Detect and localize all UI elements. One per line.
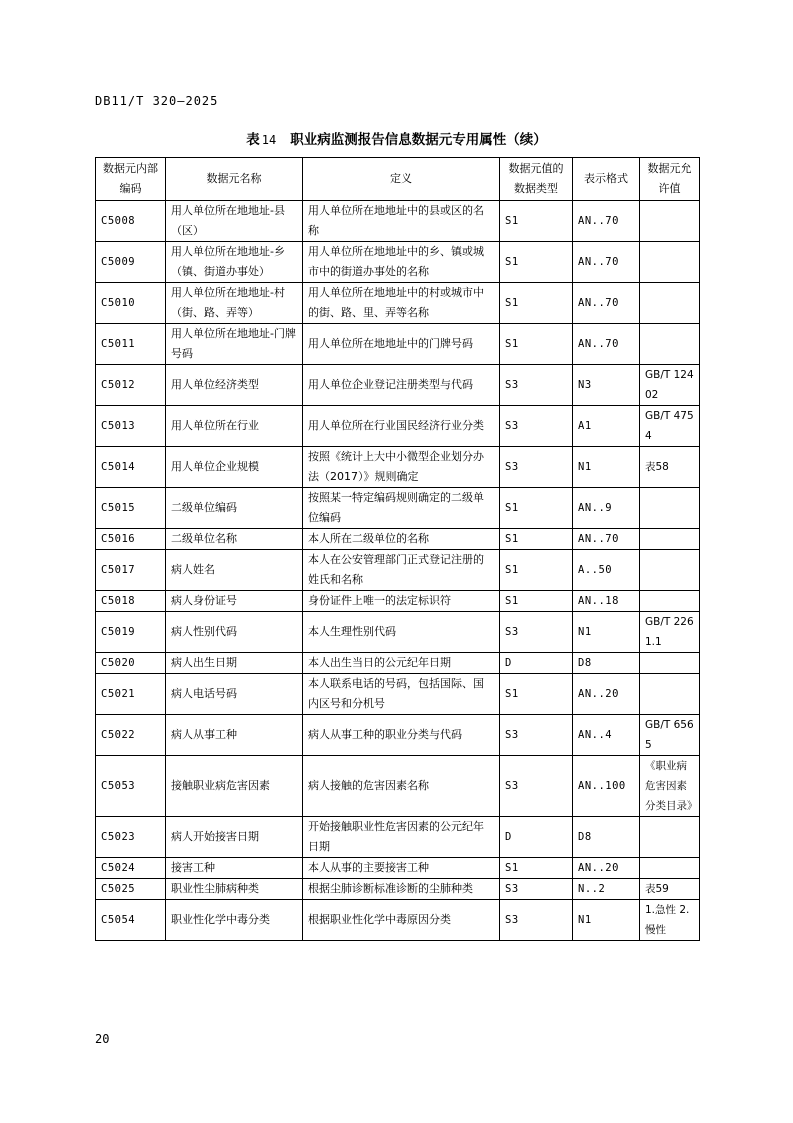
cell-code: C5017 bbox=[96, 550, 166, 591]
cell-type: S1 bbox=[500, 858, 573, 879]
cell-format: D8 bbox=[573, 817, 640, 858]
cell-definition: 根据职业性化学中毒原因分类 bbox=[303, 900, 500, 941]
cell-code: C5018 bbox=[96, 591, 166, 612]
table-header-row bbox=[96, 158, 700, 201]
table-body bbox=[96, 201, 700, 941]
cell-definition: 病人从事工种的职业分类与代码 bbox=[303, 715, 500, 756]
column-header-allowed: 数据元允许值 bbox=[640, 158, 700, 201]
column-header-definition: 定义 bbox=[303, 158, 500, 201]
cell-allowed: GB/T 6565 bbox=[640, 715, 700, 756]
cell-code: C5020 bbox=[96, 653, 166, 674]
table-row bbox=[96, 612, 700, 653]
table-row bbox=[96, 756, 700, 817]
cell-type: S3 bbox=[500, 447, 573, 488]
table-row bbox=[96, 653, 700, 674]
cell-type: S1 bbox=[500, 591, 573, 612]
cell-definition: 本人联系电话的号码，包括国际、国内区号和分机号 bbox=[303, 674, 500, 715]
cell-allowed: 《职业病危害因素分类目录》 bbox=[640, 756, 700, 817]
cell-definition: 本人所在二级单位的名称 bbox=[303, 529, 500, 550]
cell-type: S3 bbox=[500, 900, 573, 941]
cell-name: 病人姓名 bbox=[166, 550, 303, 591]
cell-definition: 本人在公安管理部门正式登记注册的姓氏和名称 bbox=[303, 550, 500, 591]
cell-code: C5023 bbox=[96, 817, 166, 858]
cell-definition: 用人单位所在地地址中的乡、镇或城市中的街道办事处的名称 bbox=[303, 242, 500, 283]
cell-type: S3 bbox=[500, 756, 573, 817]
cell-type: S3 bbox=[500, 715, 573, 756]
cell-allowed bbox=[640, 674, 700, 715]
table-row bbox=[96, 591, 700, 612]
table-row bbox=[96, 242, 700, 283]
page-number: 20 bbox=[95, 1032, 110, 1046]
column-header-code: 数据元内部编码 bbox=[96, 158, 166, 201]
cell-code: C5054 bbox=[96, 900, 166, 941]
cell-definition: 用人单位所在地地址中的县或区的名称 bbox=[303, 201, 500, 242]
cell-definition: 本人出生当日的公元纪年日期 bbox=[303, 653, 500, 674]
table-row bbox=[96, 529, 700, 550]
cell-type: S1 bbox=[500, 488, 573, 529]
cell-type: S1 bbox=[500, 550, 573, 591]
cell-format: N1 bbox=[573, 612, 640, 653]
cell-code: C5009 bbox=[96, 242, 166, 283]
standard-code: DB11/T 320—2025 bbox=[95, 94, 219, 108]
cell-format: AN..70 bbox=[573, 283, 640, 324]
table-row bbox=[96, 900, 700, 941]
column-header-name: 数据元名称 bbox=[166, 158, 303, 201]
cell-type: S1 bbox=[500, 324, 573, 365]
cell-allowed bbox=[640, 324, 700, 365]
cell-name: 病人开始接害日期 bbox=[166, 817, 303, 858]
cell-allowed bbox=[640, 488, 700, 529]
cell-allowed bbox=[640, 242, 700, 283]
table-row bbox=[96, 858, 700, 879]
cell-format: N1 bbox=[573, 900, 640, 941]
table-row bbox=[96, 674, 700, 715]
cell-format: AN..18 bbox=[573, 591, 640, 612]
cell-code: C5016 bbox=[96, 529, 166, 550]
table-row bbox=[96, 488, 700, 529]
cell-type: S1 bbox=[500, 283, 573, 324]
table-row bbox=[96, 447, 700, 488]
cell-name: 用人单位所在地地址-乡（镇、街道办事处） bbox=[166, 242, 303, 283]
cell-name: 接害工种 bbox=[166, 858, 303, 879]
cell-allowed bbox=[640, 591, 700, 612]
cell-allowed: GB/T 12402 bbox=[640, 365, 700, 406]
cell-name: 病人身份证号 bbox=[166, 591, 303, 612]
table-row bbox=[96, 406, 700, 447]
cell-name: 接触职业病危害因素 bbox=[166, 756, 303, 817]
cell-format: N1 bbox=[573, 447, 640, 488]
data-element-table bbox=[95, 157, 700, 941]
cell-allowed: 表58 bbox=[640, 447, 700, 488]
cell-allowed bbox=[640, 550, 700, 591]
cell-code: C5010 bbox=[96, 283, 166, 324]
cell-definition: 按照某一特定编码规则确定的二级单位编码 bbox=[303, 488, 500, 529]
cell-definition: 本人生理性别代码 bbox=[303, 612, 500, 653]
cell-name: 用人单位所在行业 bbox=[166, 406, 303, 447]
cell-name: 用人单位所在地地址-县（区） bbox=[166, 201, 303, 242]
cell-definition: 开始接触职业性危害因素的公元纪年日期 bbox=[303, 817, 500, 858]
cell-code: C5015 bbox=[96, 488, 166, 529]
cell-code: C5011 bbox=[96, 324, 166, 365]
cell-name: 用人单位所在地地址-村（街、路、弄等） bbox=[166, 283, 303, 324]
cell-allowed bbox=[640, 817, 700, 858]
cell-format: D8 bbox=[573, 653, 640, 674]
table-row bbox=[96, 715, 700, 756]
cell-name: 病人性别代码 bbox=[166, 612, 303, 653]
cell-type: S3 bbox=[500, 365, 573, 406]
table-title-number: 14 bbox=[261, 133, 277, 147]
cell-definition: 用人单位所在行业国民经济行业分类 bbox=[303, 406, 500, 447]
cell-format: A1 bbox=[573, 406, 640, 447]
cell-definition: 根据尘肺诊断标准诊断的尘肺种类 bbox=[303, 879, 500, 900]
cell-format: AN..70 bbox=[573, 201, 640, 242]
table-title-prefix: 表 bbox=[246, 132, 260, 148]
cell-name: 用人单位企业规模 bbox=[166, 447, 303, 488]
cell-allowed bbox=[640, 201, 700, 242]
cell-code: C5013 bbox=[96, 406, 166, 447]
cell-type: D bbox=[500, 817, 573, 858]
cell-name: 二级单位编码 bbox=[166, 488, 303, 529]
cell-format: AN..100 bbox=[573, 756, 640, 817]
cell-definition: 身份证件上唯一的法定标识符 bbox=[303, 591, 500, 612]
cell-code: C5022 bbox=[96, 715, 166, 756]
cell-type: S1 bbox=[500, 201, 573, 242]
table-row bbox=[96, 201, 700, 242]
cell-allowed: GB/T 4754 bbox=[640, 406, 700, 447]
cell-type: S3 bbox=[500, 612, 573, 653]
table-row bbox=[96, 879, 700, 900]
cell-definition: 用人单位企业登记注册类型与代码 bbox=[303, 365, 500, 406]
cell-format: AN..9 bbox=[573, 488, 640, 529]
cell-code: C5053 bbox=[96, 756, 166, 817]
cell-name: 二级单位名称 bbox=[166, 529, 303, 550]
cell-allowed bbox=[640, 529, 700, 550]
cell-format: AN..70 bbox=[573, 529, 640, 550]
cell-type: S1 bbox=[500, 529, 573, 550]
table-row bbox=[96, 324, 700, 365]
cell-format: AN..20 bbox=[573, 674, 640, 715]
cell-code: C5025 bbox=[96, 879, 166, 900]
cell-format: N..2 bbox=[573, 879, 640, 900]
cell-allowed bbox=[640, 653, 700, 674]
cell-definition: 用人单位所在地地址中的村或城市中的街、路、里、弄等名称 bbox=[303, 283, 500, 324]
cell-format: AN..70 bbox=[573, 242, 640, 283]
table-title-text: 职业病监测报告信息数据元专用属性（续） bbox=[290, 132, 547, 148]
cell-format: AN..4 bbox=[573, 715, 640, 756]
cell-type: S1 bbox=[500, 242, 573, 283]
cell-type: S1 bbox=[500, 674, 573, 715]
cell-name: 用人单位经济类型 bbox=[166, 365, 303, 406]
cell-name: 病人出生日期 bbox=[166, 653, 303, 674]
table-row bbox=[96, 817, 700, 858]
cell-allowed bbox=[640, 283, 700, 324]
cell-definition: 按照《统计上大中小微型企业划分办法（2017）》规则确定 bbox=[303, 447, 500, 488]
cell-code: C5024 bbox=[96, 858, 166, 879]
cell-name: 病人从事工种 bbox=[166, 715, 303, 756]
cell-format: N3 bbox=[573, 365, 640, 406]
table-row bbox=[96, 365, 700, 406]
cell-type: D bbox=[500, 653, 573, 674]
cell-allowed: 表59 bbox=[640, 879, 700, 900]
cell-code: C5021 bbox=[96, 674, 166, 715]
cell-code: C5014 bbox=[96, 447, 166, 488]
column-header-type: 数据元值的数据类型 bbox=[500, 158, 573, 201]
cell-name: 职业性尘肺病种类 bbox=[166, 879, 303, 900]
cell-format: AN..70 bbox=[573, 324, 640, 365]
cell-allowed: GB/T 2261.1 bbox=[640, 612, 700, 653]
table-title bbox=[0, 128, 793, 148]
cell-definition: 用人单位所在地地址中的门牌号码 bbox=[303, 324, 500, 365]
cell-name: 用人单位所在地地址-门牌号码 bbox=[166, 324, 303, 365]
table-row bbox=[96, 550, 700, 591]
column-header-format: 表示格式 bbox=[573, 158, 640, 201]
cell-type: S3 bbox=[500, 879, 573, 900]
cell-format: A..50 bbox=[573, 550, 640, 591]
cell-allowed bbox=[640, 858, 700, 879]
cell-definition: 病人接触的危害因素名称 bbox=[303, 756, 500, 817]
cell-code: C5008 bbox=[96, 201, 166, 242]
cell-code: C5019 bbox=[96, 612, 166, 653]
cell-code: C5012 bbox=[96, 365, 166, 406]
cell-name: 职业性化学中毒分类 bbox=[166, 900, 303, 941]
cell-format: AN..20 bbox=[573, 858, 640, 879]
cell-type: S3 bbox=[500, 406, 573, 447]
cell-allowed: 1.急性 2.慢性 bbox=[640, 900, 700, 941]
cell-name: 病人电话号码 bbox=[166, 674, 303, 715]
cell-definition: 本人从事的主要接害工种 bbox=[303, 858, 500, 879]
table-row bbox=[96, 283, 700, 324]
